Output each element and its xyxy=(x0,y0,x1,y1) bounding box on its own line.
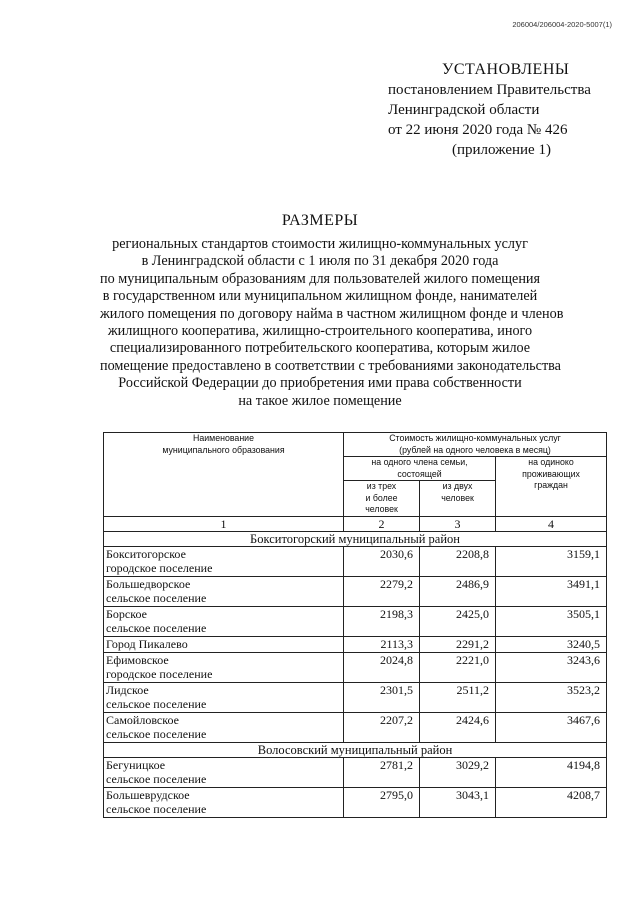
header-three-plus xyxy=(344,481,420,517)
table-row xyxy=(104,652,607,682)
table-row xyxy=(104,682,607,712)
table-row xyxy=(104,576,607,606)
cost-three-plus: 2030,6 xyxy=(344,546,420,576)
approval-line: от 22 июня 2020 года № 426 xyxy=(388,122,568,138)
cost-three-plus: 2113,3 xyxy=(344,636,420,652)
header-text: из двух xyxy=(442,481,473,491)
header-text: (рублей на одного человека в месяц) xyxy=(399,444,551,455)
cost-single: 4208,7 xyxy=(496,787,607,817)
cost-single: 3159,1 xyxy=(496,546,607,576)
approval-block xyxy=(388,60,628,160)
header-text: проживающих xyxy=(522,468,580,479)
subtitle-line: региональных стандартов стоимости жилищно-коммунальных услуг xyxy=(112,236,528,252)
municipality-name-line: Город Пикалево xyxy=(106,636,188,651)
column-number: 1 xyxy=(104,516,344,531)
municipality-name-line: Лидское xyxy=(106,682,149,697)
header-single-residents xyxy=(496,457,607,517)
document-id: 206004/206004-2020-5007(1) xyxy=(512,20,612,29)
section-title: Бокситогорский муниципальный район xyxy=(104,531,607,546)
approval-line: Ленинградской области xyxy=(388,102,540,118)
municipality-name-line: Борское xyxy=(106,606,147,621)
municipality-name-line: Большедворское xyxy=(106,576,191,591)
municipality-name xyxy=(104,712,344,742)
subtitle-line: по муниципальным образованиям для пользователей жилого помещения xyxy=(100,270,541,287)
header-text: граждан xyxy=(534,480,568,490)
municipality-name-line: Самойловское xyxy=(106,712,179,727)
section-row xyxy=(104,742,607,757)
table-row xyxy=(104,636,607,652)
section-title: Волосовский муниципальный район xyxy=(104,742,607,757)
header-family-group xyxy=(344,457,496,481)
cost-single: 4194,8 xyxy=(496,757,607,787)
municipality-name-line: сельское поселение xyxy=(106,727,207,741)
municipality-name-line: городское поселение xyxy=(106,561,213,575)
subtitle-line: на такое жилое помещение xyxy=(238,392,402,409)
header-text: человек xyxy=(441,492,474,503)
header-cost-group xyxy=(344,433,607,457)
header-text: на одного члена семьи, xyxy=(371,457,468,467)
subtitle-line: в государственном или муниципальном жилищном фонде, нанимателей xyxy=(102,288,538,305)
column-number: 2 xyxy=(344,516,420,531)
header-text: муниципального образования xyxy=(162,444,285,455)
standards-table xyxy=(103,432,607,818)
cost-three-plus: 2781,2 xyxy=(344,757,420,787)
municipality-name-line: сельское поселение xyxy=(106,591,207,605)
header-text: Наименование xyxy=(193,433,254,443)
cost-two-persons: 2208,8 xyxy=(420,546,496,576)
cost-three-plus: 2198,3 xyxy=(344,606,420,636)
cost-three-plus: 2795,0 xyxy=(344,787,420,817)
header-two-persons xyxy=(420,481,496,517)
municipality-name xyxy=(104,652,344,682)
subtitle-line: помещение предоставлено в соответствии с требованиями законодательства xyxy=(100,357,561,374)
municipality-name xyxy=(104,757,344,787)
header-text: человек xyxy=(365,504,398,514)
header-text: на одиноко xyxy=(528,457,574,467)
column-number: 4 xyxy=(496,516,607,531)
municipality-name xyxy=(104,576,344,606)
municipality-name-line: Ефимовское xyxy=(106,652,169,667)
cost-two-persons: 2291,2 xyxy=(420,636,496,652)
cost-three-plus: 2279,2 xyxy=(344,576,420,606)
municipality-name-line: городское поселение xyxy=(106,667,213,681)
approval-line: постановлением Правительства xyxy=(388,82,591,98)
cost-two-persons: 3029,2 xyxy=(420,757,496,787)
cost-single: 3523,2 xyxy=(496,682,607,712)
municipality-name-line: сельское поселение xyxy=(106,772,207,786)
table-row xyxy=(104,546,607,576)
cost-two-persons: 2511,2 xyxy=(420,682,496,712)
cost-two-persons: 2221,0 xyxy=(420,652,496,682)
subtitle-line: жилого помещения по договору найма в частном жилищном фонде и членов xyxy=(100,305,564,322)
column-number: 3 xyxy=(420,516,496,531)
subtitle-line: Российской Федерации до приобретения ими права собственности xyxy=(118,375,522,392)
cost-two-persons: 2425,0 xyxy=(420,606,496,636)
header-text: из трех xyxy=(366,481,397,491)
cost-two-persons: 2424,6 xyxy=(420,712,496,742)
document-subtitle xyxy=(100,236,564,410)
cost-three-plus: 2301,5 xyxy=(344,682,420,712)
municipality-name-line: сельское поселение xyxy=(106,802,207,816)
header-text: Стоимость жилищно-коммунальных услуг xyxy=(389,433,561,443)
municipality-name xyxy=(104,636,344,652)
municipality-name xyxy=(104,546,344,576)
table-row xyxy=(104,712,607,742)
header-text: и более xyxy=(365,492,398,503)
cost-single: 3240,5 xyxy=(496,636,607,652)
cost-two-persons: 3043,1 xyxy=(420,787,496,817)
municipality-name-line: сельское поселение xyxy=(106,697,207,711)
municipality-name-line: Бокситогорское xyxy=(106,546,186,561)
subtitle-line: в Ленинградской области с 1 июля по 31 декабря 2020 года xyxy=(141,253,499,270)
document-title: РАЗМЕРЫ xyxy=(281,212,359,229)
municipality-name-line: Бегуницкое xyxy=(106,757,166,772)
cost-three-plus: 2024,8 xyxy=(344,652,420,682)
subtitle-line: жилищного кооператива, жилищно-строительного кооператива, иного xyxy=(107,323,533,340)
cost-single: 3491,1 xyxy=(496,576,607,606)
municipality-name xyxy=(104,682,344,712)
table-row xyxy=(104,787,607,817)
cost-single: 3467,6 xyxy=(496,712,607,742)
approval-heading: УСТАНОВЛЕНЫ xyxy=(442,61,570,78)
table-row xyxy=(104,757,607,787)
table-row xyxy=(104,606,607,636)
municipality-name xyxy=(104,606,344,636)
subtitle-line: специализированного потребительского кооператива, которым жилое xyxy=(109,340,531,357)
cost-two-persons: 2486,9 xyxy=(420,576,496,606)
municipality-name xyxy=(104,787,344,817)
municipality-name-line: сельское поселение xyxy=(106,621,207,635)
appendix-note: (приложение 1) xyxy=(452,142,551,158)
cost-single: 3505,1 xyxy=(496,606,607,636)
section-row xyxy=(104,531,607,546)
column-number-row xyxy=(104,516,607,531)
municipality-name-line: Большеврудское xyxy=(106,787,190,802)
header-text: состоящей xyxy=(397,468,442,479)
header-municipality xyxy=(104,433,344,517)
cost-three-plus: 2207,2 xyxy=(344,712,420,742)
cost-single: 3243,6 xyxy=(496,652,607,682)
